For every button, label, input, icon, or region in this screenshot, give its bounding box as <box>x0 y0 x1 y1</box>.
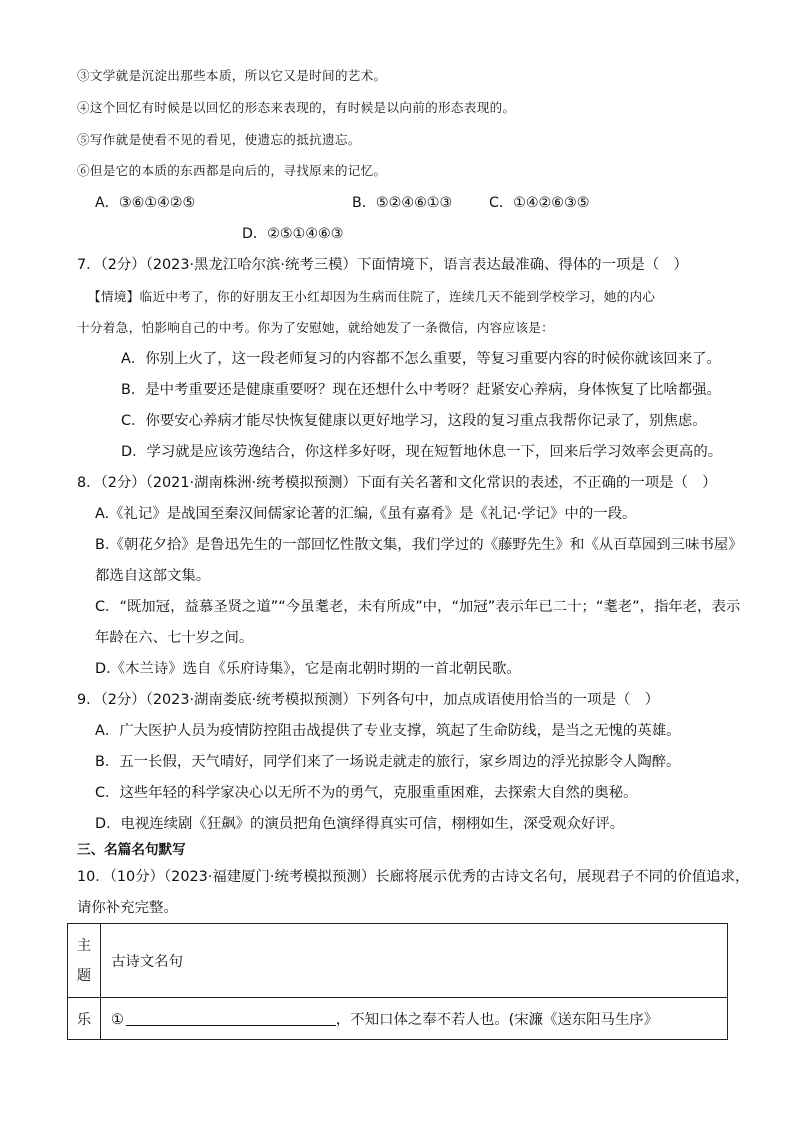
q7-option-b: B．是中考重要还是健康重要呀？现在还想什么中考呀？赶紧安心养病，身体恢复了比啥都强。 <box>121 382 721 398</box>
row-theme-cell: 乐 <box>68 998 101 1040</box>
q6-option-c: C．①④②⑥③⑤ <box>489 195 590 211</box>
sentence-4: ④这个回忆有时候是以回忆的形态来表现的，有时候是以向前的形态表现的。 <box>77 100 516 115</box>
row-content-cell <box>101 998 728 1040</box>
table-header-row <box>68 924 728 998</box>
sentence-5: ⑤写作就是使看不见的看见，使遗忘的抵抗遗忘。 <box>77 132 361 147</box>
q7-stem: 7．（2分）（2023·黑龙江哈尔滨·统考三模）下面情境下，语言表达最准确、得体的一项是（ ） <box>77 257 688 273</box>
poem-table <box>67 923 728 1040</box>
q10-stem-line2: 请你补充完整。 <box>77 900 178 916</box>
q6-option-a: A．③⑥①④②⑤ <box>95 195 196 211</box>
sentence-6: ⑥但是它的本质的东西都是向后的，寻找原来的记忆。 <box>77 163 387 178</box>
blank-number: ① <box>111 1012 124 1028</box>
q9-option-a: A．广大医护人员为疫情防控阻击战提供了专业支撑，筑起了生命防线，是当之无愧的英雄。 <box>95 723 681 739</box>
q7-option-d: D．学习就是应该劳逸结合，你这样多好呀，现在短暂地休息一下，回来后学习效率会更高的。 <box>121 444 723 460</box>
q9-option-d: D．电视连续剧《狂飙》的演员把角色演绎得真实可信，栩栩如生，深受观众好评。 <box>95 816 625 832</box>
q8-stem: 8．（2分）（2021·湖南株洲·统考模拟预测）下面有关名著和文化常识的表述，不正确的一项是（ ） <box>77 475 717 491</box>
row-text: ，不知口体之奉不若人也。(宋濂《送东阳马生序》 <box>335 1012 659 1028</box>
q8-option-b-line1: B.《朝花夕拾》是鲁迅先生的一部回忆性散文集，我们学过的《藤野先生》和《从百草园到三味书屋》 <box>95 537 743 553</box>
sentence-3: ③文学就是沉淀出那些本质，所以它又是时间的艺术。 <box>77 68 387 83</box>
q8-option-a: A.《礼记》是战国至秦汉间儒家论著的汇编,《虽有嘉肴》是《礼记·学记》中的一段。 <box>95 506 637 522</box>
q7-option-c: C．你要安心养病才能尽快恢复健康以更好地学习，这段的复习重点我帮你记录了，别焦虑。 <box>121 413 707 429</box>
header-theme-cell <box>68 924 101 998</box>
q7-option-a: A．你别上火了，这一段老师复习的内容都不怎么重要，等复习重要内容的时候你就该回来了。 <box>121 351 721 367</box>
answer-blank[interactable] <box>126 1011 336 1026</box>
q6-option-b: B．⑤②④⑥①③ <box>352 195 453 211</box>
q7-context-line2: 十分着急，怕影响自己的中考。你为了安慰她，就给她发了一条微信，内容应该是： <box>77 320 555 335</box>
q9-option-c: C．这些年轻的科学家决心以无所不为的勇气，克服重重困难，去探索大自然的奥秘。 <box>95 785 638 801</box>
q8-option-d: D.《木兰诗》选自《乐府诗集》，它是南北朝时期的一首北朝民歌。 <box>95 661 521 677</box>
q9-stem: 9．（2分）（2023·湖南娄底·统考模拟预测）下列各句中，加点成语使用恰当的一项是（ ） <box>77 692 660 708</box>
section-3-title: 三、名篇名句默写 <box>77 842 186 858</box>
q7-context-line1: 【情境】临近中考了，你的好朋友王小红却因为生病而住院了，连续几天不能到学校学习，她的内心 <box>88 289 656 304</box>
q9-option-b: B．五一长假，天气晴好，同学们来了一场说走就走的旅行，家乡周边的浮光掠影令人陶醉。 <box>95 754 681 770</box>
q8-option-c-line1: C．“既加冠，益慕圣贤之道”“今虽耄老，未有所成”中，“加冠”表示年已二十；“耄老”，指年老，表示 <box>95 599 741 615</box>
header-theme-char-1: 主 <box>76 937 92 954</box>
table-row <box>68 998 728 1040</box>
q8-option-b-line2: 都选自这部文集。 <box>95 568 211 584</box>
header-theme-char-2: 题 <box>76 967 92 984</box>
q10-stem-line1: 10．（10分）（2023·福建厦门·统考模拟预测）长廊将展示优秀的古诗文名句，展现君子不同的价值追求， <box>77 869 750 885</box>
q6-option-d: D．②⑤①④⑥③ <box>242 226 344 242</box>
header-content-cell: 古诗文名句 <box>101 924 728 998</box>
q8-option-c-line2: 年龄在六、七十岁之间。 <box>95 630 254 646</box>
